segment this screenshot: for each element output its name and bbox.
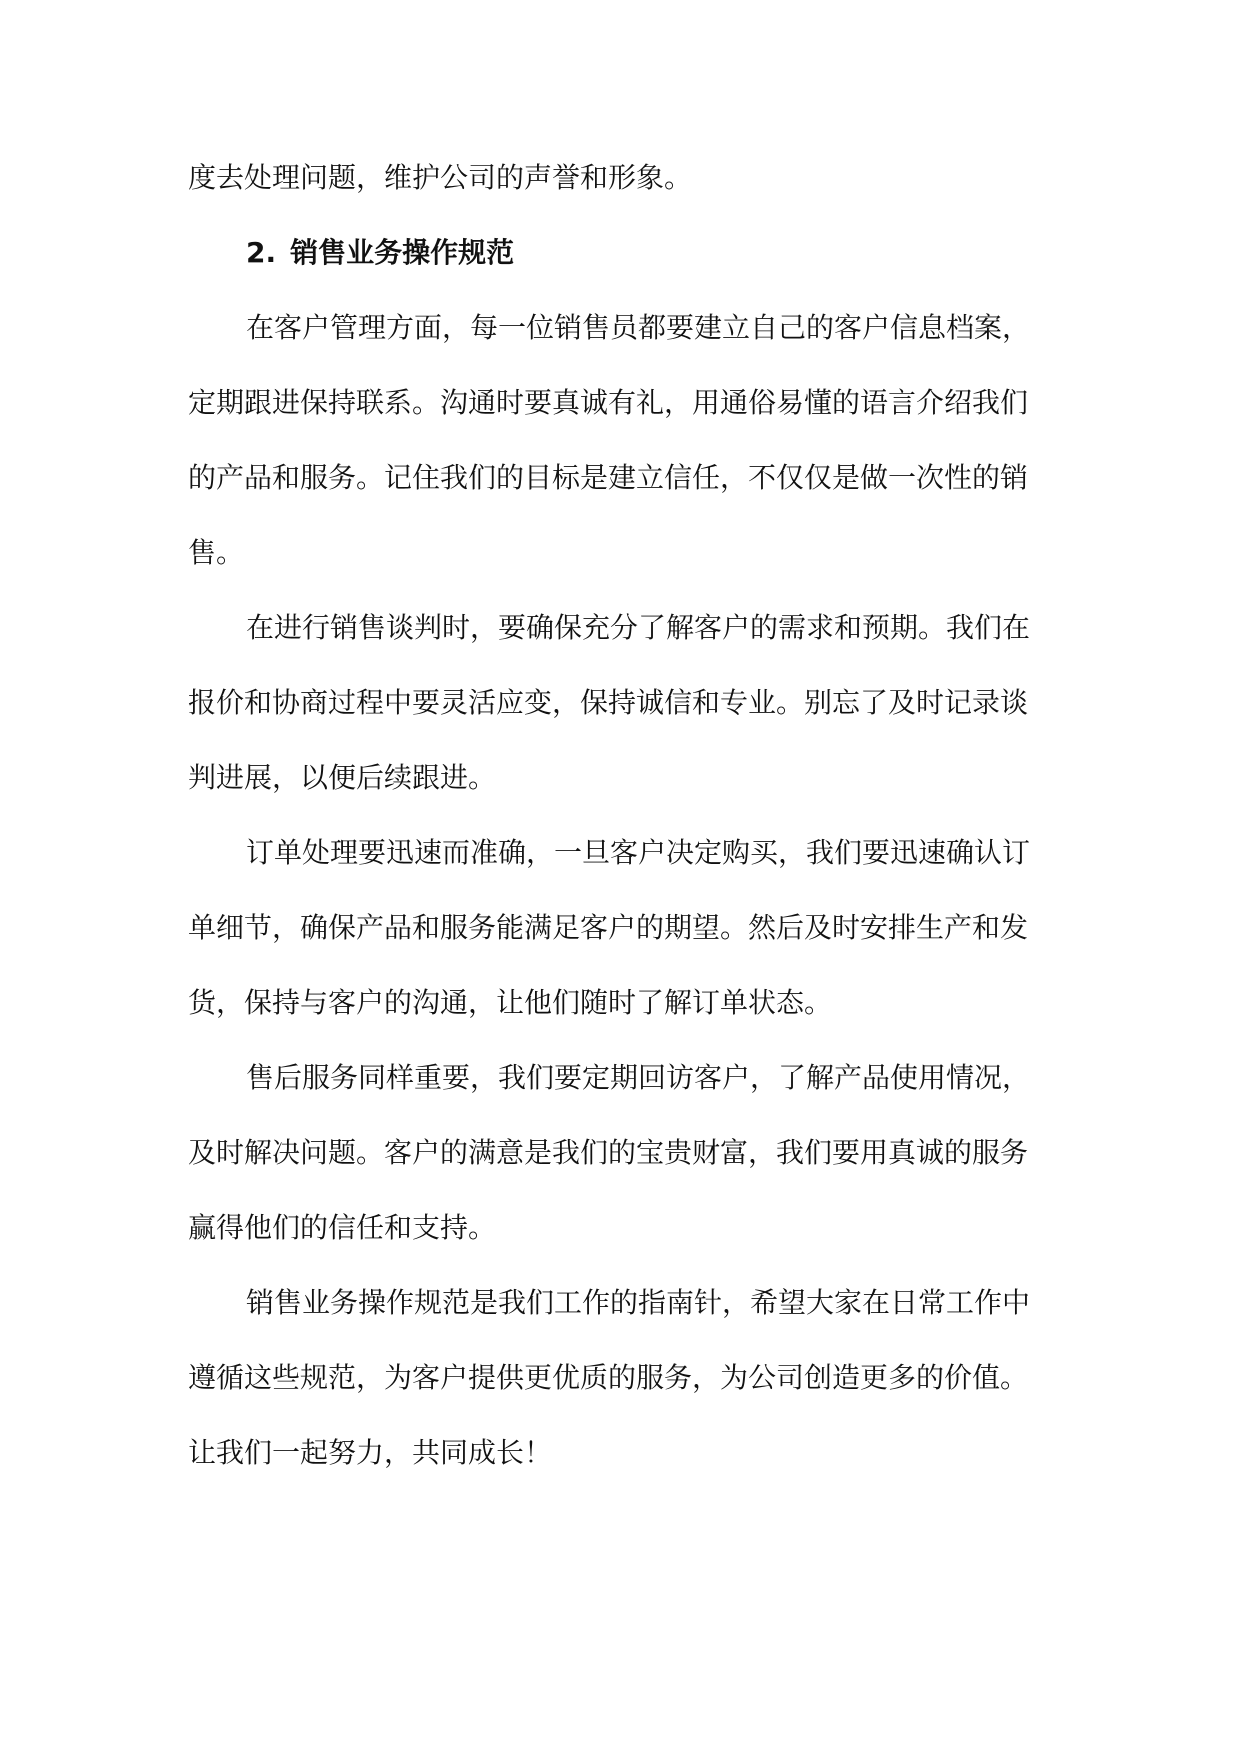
paragraph-order-processing bbox=[188, 815, 1052, 1040]
paragraph-line: 让我们一起努力，共同成长！ bbox=[188, 1436, 553, 1469]
paragraph-line: 报价和协商过程中要灵活应变，保持诚信和专业。别忘了及时记录谈 bbox=[188, 686, 1029, 719]
paragraph-line: 及时解决问题。客户的满意是我们的宝贵财富，我们要用真诚的服务 bbox=[188, 1136, 1029, 1169]
section-title: 销售业务操作规范 bbox=[290, 236, 515, 269]
paragraph-customer-management bbox=[188, 290, 1052, 590]
paragraph-line: 定期跟进保持联系。沟通时要真诚有礼，用通俗易懂的语言介绍我们 bbox=[188, 386, 1029, 419]
paragraph-line: 货，保持与客户的沟通，让他们随时了解订单状态。 bbox=[188, 986, 833, 1019]
paragraph-after-sales bbox=[188, 1040, 1052, 1265]
paragraph-line: 单细节，确保产品和服务能满足客户的期望。然后及时安排生产和发 bbox=[188, 911, 1029, 944]
section-heading bbox=[188, 215, 1052, 290]
paragraph-line: 赢得他们的信任和支持。 bbox=[188, 1211, 497, 1244]
paragraph-line: 售。 bbox=[188, 536, 245, 569]
paragraph-line: 的产品和服务。记住我们的目标是建立信任，不仅仅是做一次性的销 bbox=[188, 461, 1029, 494]
paragraph-line: 遵循这些规范，为客户提供更优质的服务，为公司创造更多的价值。 bbox=[188, 1361, 1029, 1394]
paragraph-line: 在客户管理方面，每一位销售员都要建立自己的客户信息档案， bbox=[246, 311, 1031, 344]
paragraph-line: 售后服务同样重要，我们要定期回访客户，了解产品使用情况， bbox=[246, 1061, 1031, 1094]
paragraph-negotiation bbox=[188, 590, 1052, 815]
paragraph-conclusion bbox=[188, 1265, 1052, 1490]
section-number: 2. bbox=[246, 236, 277, 269]
document-body bbox=[188, 140, 1052, 1490]
paragraph-line: 判进展，以便后续跟进。 bbox=[188, 761, 497, 794]
paragraph-line: 订单处理要迅速而准确，一旦客户决定购买，我们要迅速确认订 bbox=[246, 836, 1031, 869]
paragraph-line: 销售业务操作规范是我们工作的指南针，希望大家在日常工作中 bbox=[246, 1286, 1031, 1319]
continuation-line: 度去处理问题，维护公司的声誉和形象。 bbox=[188, 161, 693, 194]
paragraph-line: 在进行销售谈判时，要确保充分了解客户的需求和预期。我们在 bbox=[246, 611, 1031, 644]
